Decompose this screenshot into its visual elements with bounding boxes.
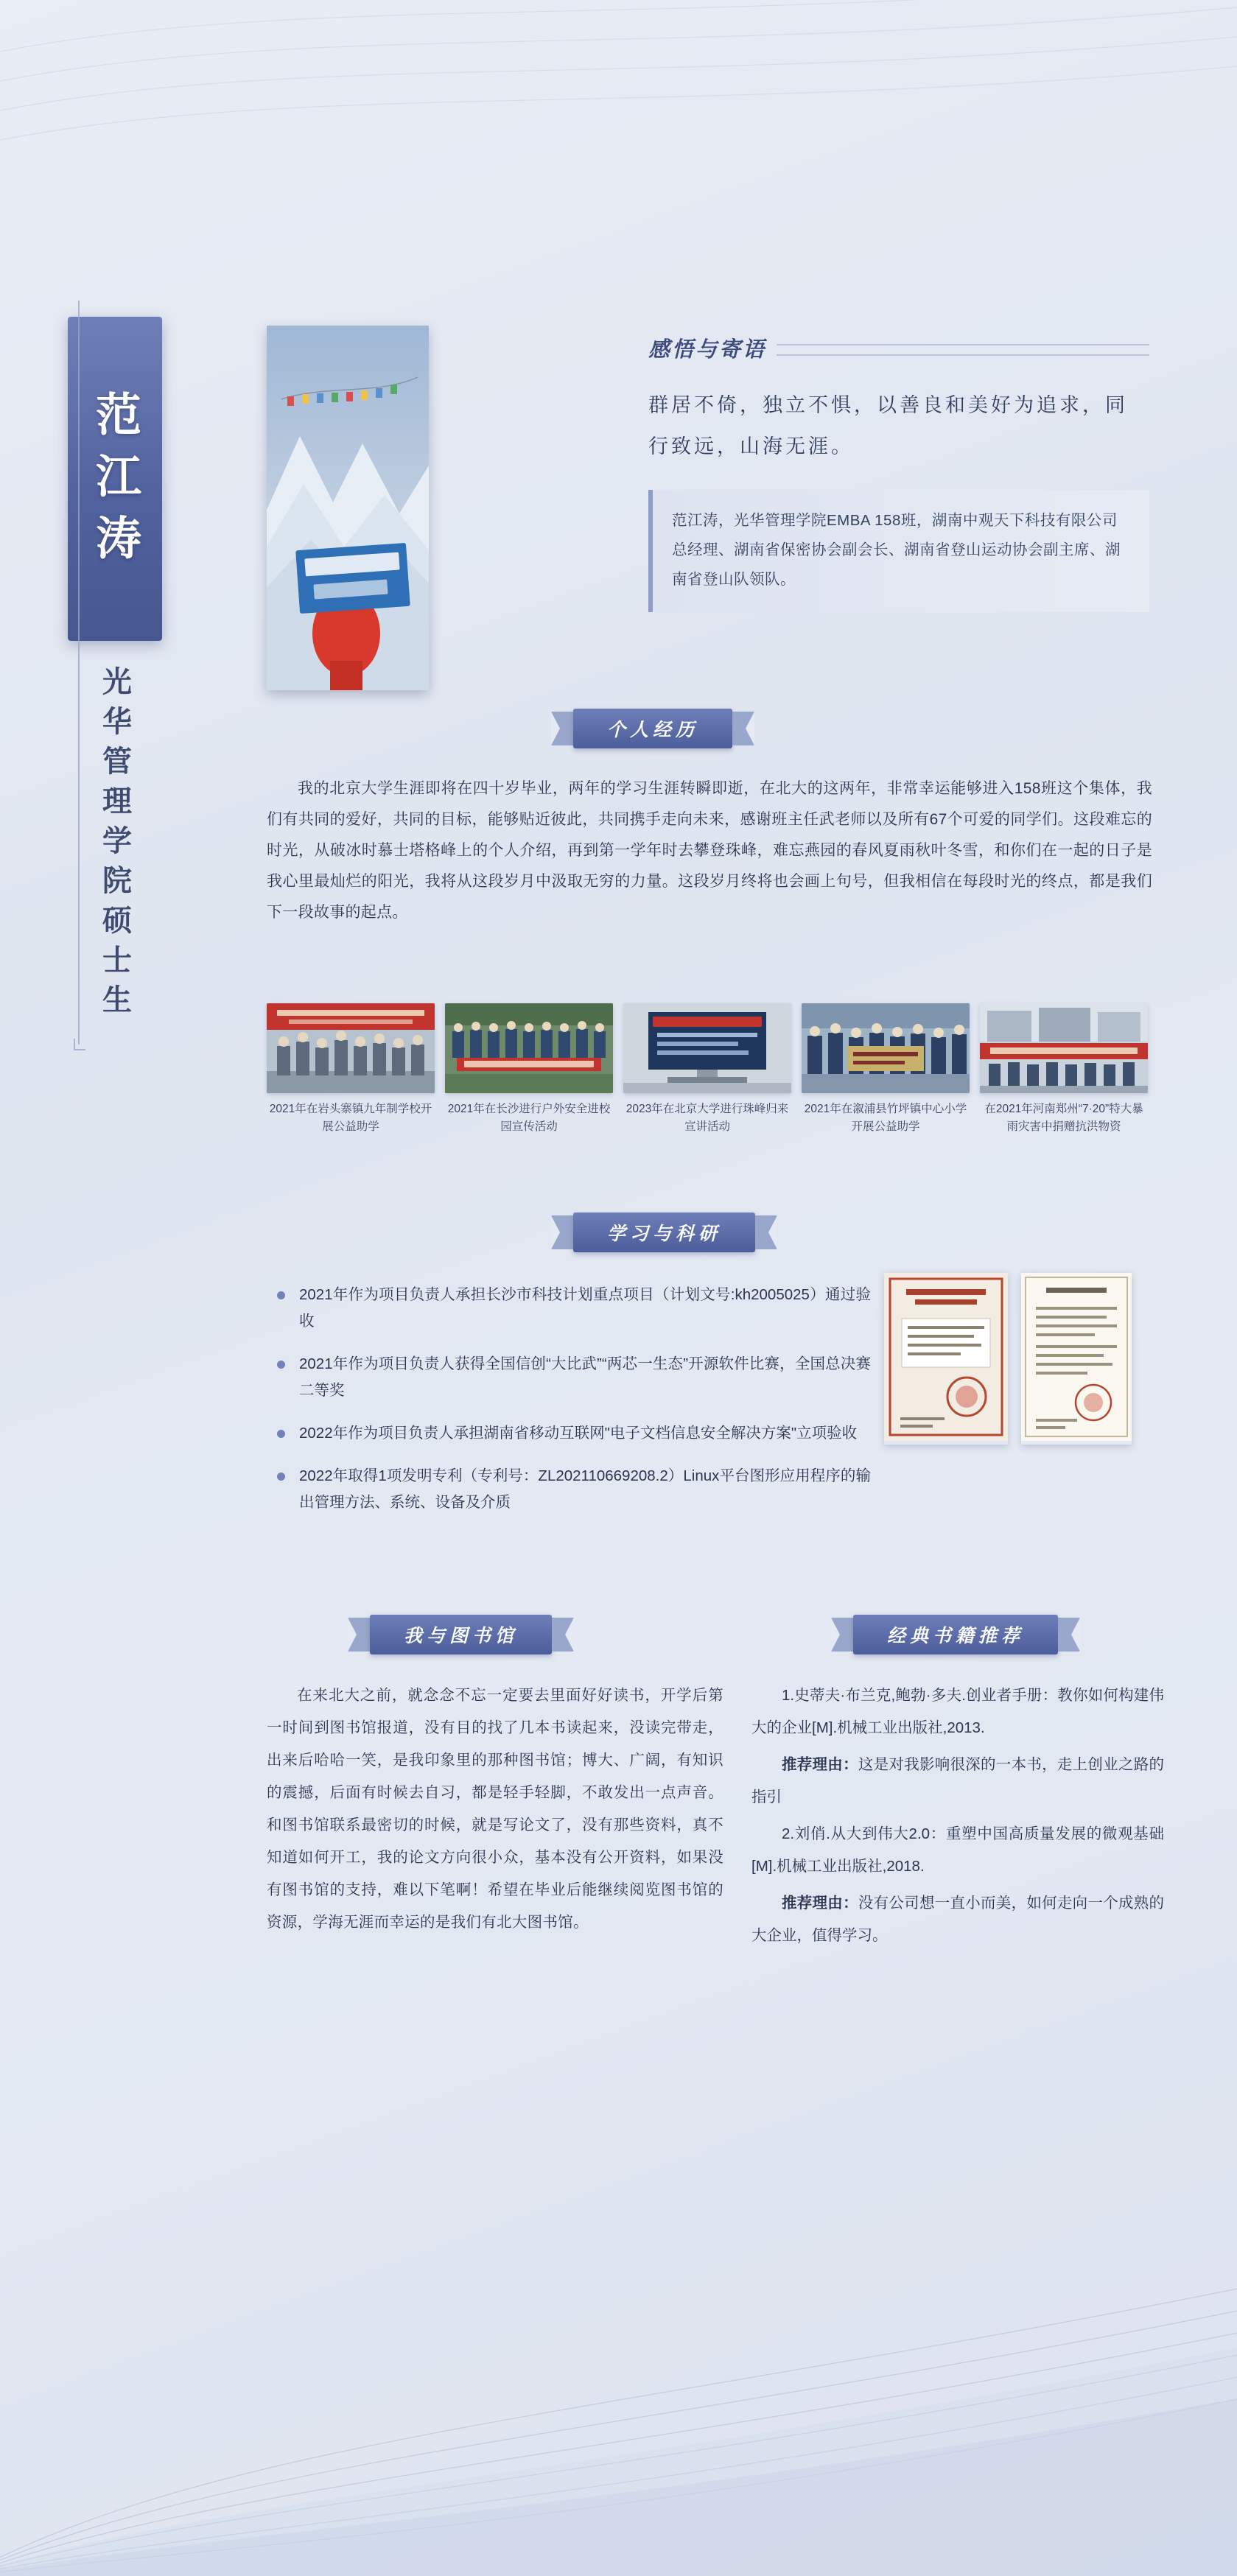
photo-caption: 2023年在北京大学进行珠峰归来宣讲活动 <box>625 1103 789 1133</box>
quote-heading-text: 感悟与寄语 <box>648 337 767 362</box>
books-column <box>751 1680 1164 1956</box>
section-title-library: 我与图书馆 <box>370 1615 552 1654</box>
bio-box: 范江涛，光华管理学院EMBA 158班，湖南中观天下科技有限公司总经理、湖南省保密协会副会长、湖南省登山运动协会副主席、湖南省登山队领队。 <box>648 490 1149 612</box>
hero-photo <box>267 326 429 690</box>
photo-thumb <box>980 1003 1148 1093</box>
photo-caption: 2021年在岩头寨镇九年制学校开展公益助学 <box>269 1103 432 1133</box>
name-rail <box>68 317 171 1024</box>
top-decoration <box>0 0 1237 309</box>
ribbon-tail-left <box>551 1215 573 1249</box>
quote-text: 群居不倚，独立不惧，以善良和美好为追求，同行致远，山海无涯。 <box>648 394 1128 458</box>
photo-thumb <box>623 1003 791 1093</box>
experience-photo-row <box>267 1003 1152 1136</box>
quote-block <box>648 333 1149 612</box>
ribbon-tail-right <box>1058 1618 1080 1652</box>
photo-item <box>802 1003 970 1136</box>
ribbon-tail-right <box>755 1215 777 1249</box>
list-item: 2022年作为项目负责人承担湖南省移动互联网"电子文档信息安全解决方案"立项验收 <box>267 1420 871 1447</box>
section-title-books: 经典书籍推荐 <box>853 1615 1058 1654</box>
section-ribbon-experience <box>551 712 754 745</box>
section-ribbon-library <box>348 1618 574 1652</box>
rail-line <box>78 301 80 1045</box>
section-ribbon-books <box>831 1618 1080 1652</box>
library-paragraph: 在来北大之前，就念念不忘一定要去里面好好读书，开学后第一时间到图书馆报道，没有目的找了几本书读起来，没读完带走，出来后哈哈一笑，是我印象里的那种图书馆；博大、广阔，有知识的震撼，后面有时候去自习，都是轻手轻脚，不敢发出一点声音。和图书馆联系最密切的时候，就是写论文了，没有那些资料，真不知道如何开工，我的论文方向很小众，基本没有公开资料，如果没有图书馆的支持，难以下笔啊！希望在毕业后能继续阅览图书馆的资源，学海无涯而幸运的是我们有北大图书馆。 <box>267 1687 723 1931</box>
ribbon-tail-left <box>831 1618 853 1652</box>
name-plate <box>68 317 162 641</box>
certificate-image <box>884 1273 1008 1445</box>
book-entry-reason <box>751 1887 1164 1952</box>
section-title-experience: 个人经历 <box>573 709 732 748</box>
certificate-row <box>884 1273 1132 1445</box>
book-entry-reason <box>751 1749 1164 1814</box>
photo-caption: 在2021年河南郑州“7·20”特大暴雨灾害中捐赠抗洪物资 <box>984 1103 1143 1133</box>
book-entry-text: 2.刘俏.从大到伟大2.0：重塑中国高质量发展的微观基础[M].机械工业出版社,2018. <box>751 1825 1164 1875</box>
person-role: 光华管理学院硕士生 <box>97 666 133 1024</box>
list-item: 2021年作为项目负责人承担长沙市科技计划重点项目（计划文号:kh2005025）通过验收 <box>267 1282 871 1335</box>
photo-item <box>267 1003 435 1136</box>
photo-thumb <box>267 1003 435 1093</box>
list-item: 2022年取得1项发明专利（专利号：ZL202110669208.2）Linux平台图形应用程序的输出管理方法、系统、设备及介质 <box>267 1463 871 1516</box>
reason-label: 推荐理由： <box>782 1895 858 1912</box>
person-name: 范江涛 <box>88 390 142 576</box>
section-title-study: 学习与科研 <box>573 1212 755 1252</box>
photo-thumb <box>802 1003 970 1093</box>
reason-text: 没有公司想一直小而美，如何走向一个成熟的大企业，值得学习。 <box>751 1895 1165 1944</box>
photo-item <box>623 1003 791 1136</box>
section-ribbon-study <box>551 1215 777 1249</box>
photo-thumb <box>445 1003 613 1093</box>
quote-heading-rule <box>777 344 1149 356</box>
ribbon-tail-right <box>732 712 754 745</box>
ribbon-tail-left <box>551 712 573 745</box>
book-entry-text: 1.史蒂夫·布兰克,鲍勃·多夫.创业者手册：教你如何构建伟大的企业[M].机械工业出版社,2013. <box>751 1687 1164 1736</box>
quote-heading <box>648 333 1149 363</box>
person-role-wrap <box>68 666 162 1024</box>
photo-item <box>980 1003 1148 1136</box>
ribbon-tail-left <box>348 1618 370 1652</box>
reason-text: 这是对我影响很深的一本书，走上创业之路的指引 <box>751 1756 1165 1805</box>
study-list <box>267 1282 871 1532</box>
photo-caption: 2021年在溆浦县竹坪镇中心小学开展公益助学 <box>804 1103 967 1133</box>
photo-caption: 2021年在长沙进行户外安全进校园宣传活动 <box>447 1103 611 1133</box>
bottom-decoration <box>0 2193 1237 2576</box>
reason-label: 推荐理由： <box>782 1756 858 1773</box>
experience-paragraph: 我的北京大学生涯即将在四十岁毕业，两年的学习生涯转瞬即逝，在北大的这两年，非常幸运能够进入158班这个集体，我们有共同的爱好，共同的目标，能够贴近彼此，共同携手走向未来，感谢班主任武老师以及所有67个可爱的同学们。这段难忘的时光，从破冰时慕士塔格峰上的个人介绍，再到第一学年时去攀登珠峰，难忘燕园的春风夏雨秋叶冬雪，和你们在一起的日子是我心里最灿烂的阳光，我将从这段岁月中汲取无穷的力量。这段岁月终将也会画上句号，但我相信在每段时光的终点，都是我们下一段故事的起点。 <box>267 780 1152 921</box>
photo-item <box>445 1003 613 1136</box>
certificate-image <box>1021 1273 1132 1445</box>
list-item: 2021年作为项目负责人获得全国信创“大比武”“两芯一生态”开源软件比赛，全国总决赛二等奖 <box>267 1351 871 1404</box>
ribbon-tail-right <box>552 1618 574 1652</box>
